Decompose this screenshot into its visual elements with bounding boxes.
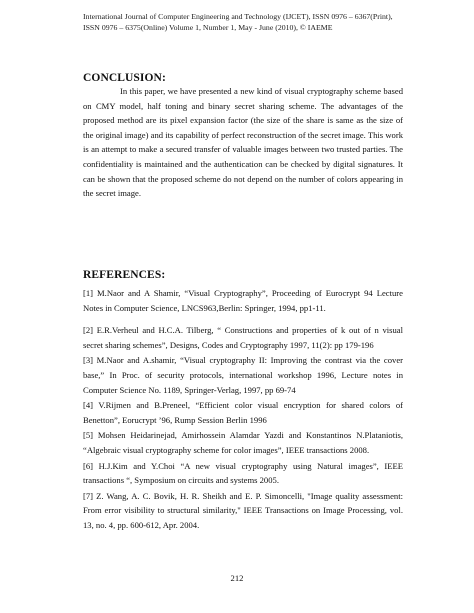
references-heading: REFERENCES: [83,269,166,281]
journal-header-line-1: International Journal of Computer Engineering and Technology (IJCET), ISSN 0976 – 6367(Print), [83,12,393,21]
reference-item-2: [2] E.R.Verheul and H.C.A. Tilberg, “ Constructions and properties of k out of n visual secret sharing schemes”, Designs, Codes and Cryptography 1997, 11(2): pp 179-196 [83,325,403,350]
journal-header-line-2: ISSN 0976 – 6375(Online) Volume 1, Number 1, May - June (2010), © IAEME [83,23,333,33]
references-list [83,286,403,534]
reference-item-4: [4] V.Rijmen and B.Preneel, “Efficient color visual encryption for shared colors of Benetton”, Eorucrypt ’96, Rump Session Berlin 1996 [83,400,403,425]
journal-header [83,11,443,34]
conclusion-paragraph: In this paper, we have presented a new kind of visual cryptography scheme based on CMY model, half toning and binary secret sharing scheme. The advantages of the proposed method are its pixel expansion factor (the size of the share is same as the size of the original image) and its capability of perfect reconstruction of the secret image. This work is an attempt to make a secured transfer of valuable images between two trusted parties. The confidentiality is maintained and the authentication can be checked by digital signatures. It can be shown that the proposed scheme do not depend on the number of colors appearing in the secret image. [83,86,403,199]
reference-item-5: [5] Mohsen Heidarinejad, Amirhossein Alamdar Yazdi and Konstantinos N.Plataniotis, “Algebraic visual cryptography scheme for color images”, IEEE transactions 2008. [83,430,403,455]
conclusion-heading: CONCLUSION: [83,72,166,84]
page-number: 212 [230,573,244,583]
reference-item-3: [3] M.Naor and A.shamir, “Visual cryptography II: Improving the contrast via the cover base,” In Proc. of security protocols, international workshop 1996, Lecture notes in Computer Science No. 1189, Springer-Verlag, 1997, pp 69-74 [83,355,403,395]
reference-item-1: [1] M.Naor and A Shamir, “Visual Cryptography”, Proceeding of Eurocrypt 94 Lecture Notes in Computer Science, LNCS963,Berlin: Springer, 1994, pp1-11. [83,288,403,313]
reference-item-7: [7] Z. Wang, A. C. Bovik, H. R. Sheikh and E. P. Simoncelli, "Image quality assessment: From error visibility to structural similarity," IEEE Transactions on Image Processing, vol. 13, no. 4, pp. 600-612, Apr. 2004. [83,490,403,530]
reference-item-6: [6] H.J.Kim and Y.Choi “A new visual cryptography using Natural images”, IEEE transactions “, Symposium on circuits and systems 2005. [83,460,403,486]
